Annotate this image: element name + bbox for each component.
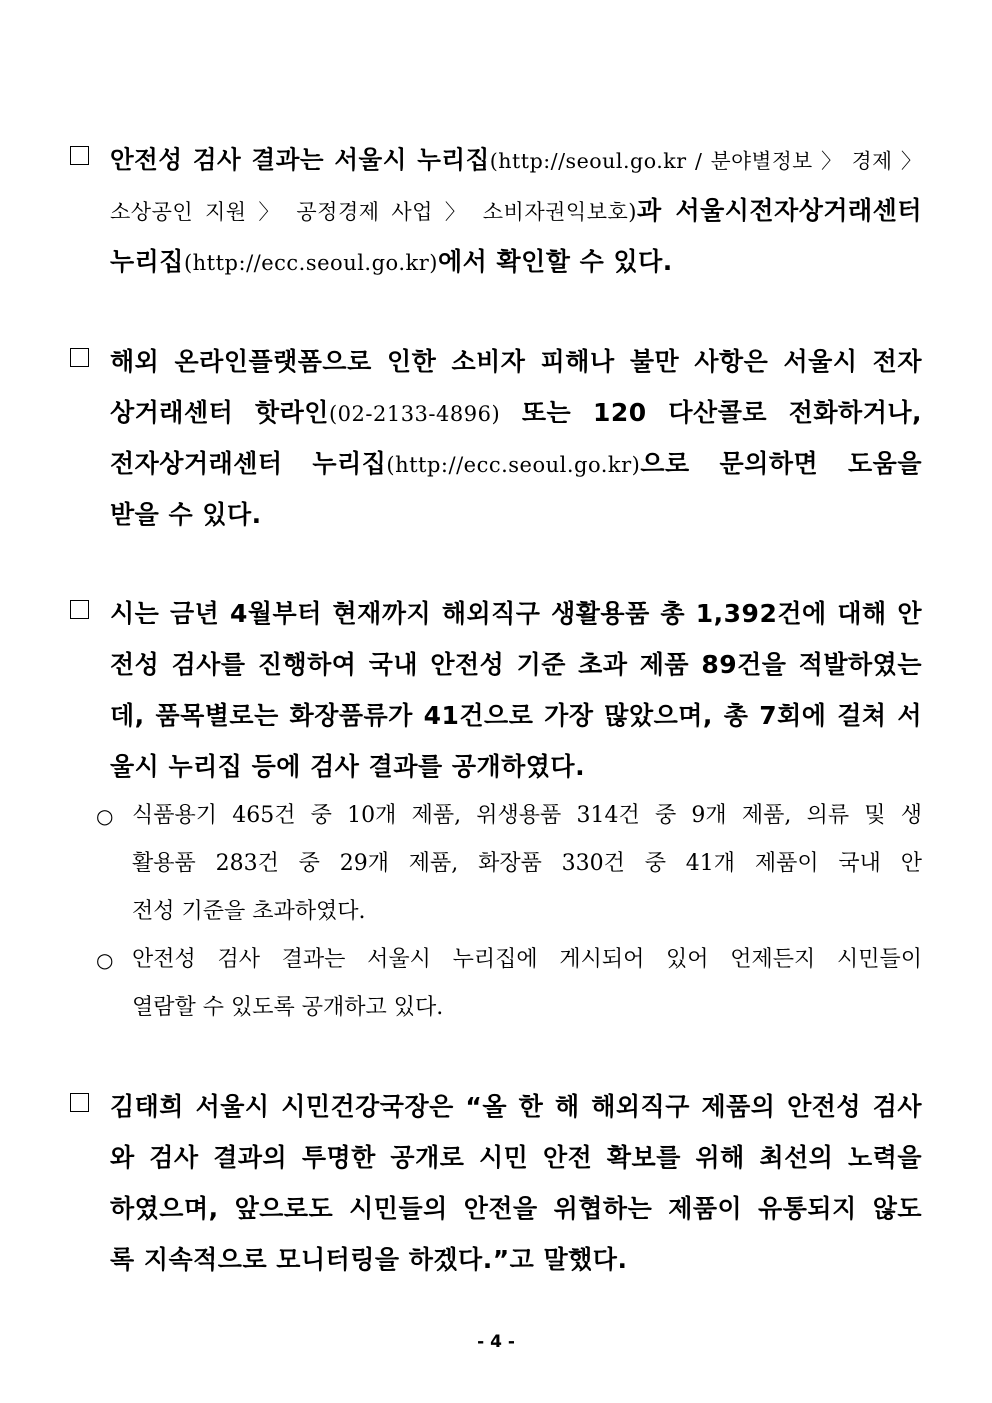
- paragraph-line: 소상공인 지원 〉 공정경제 사업 〉 소비자권익보호)과 서울시전자상거래센터: [110, 196, 922, 225]
- circle-bullet-icon: ○: [96, 804, 114, 828]
- sub-item-line: 전성 기준을 초과하였다.: [132, 899, 366, 924]
- paragraph-line: 울시 누리집 등에 검사 결과를 공개하였다.: [110, 752, 586, 781]
- sub-item-2: [96, 938, 922, 1034]
- paragraph-line: 받을 수 있다.: [110, 500, 262, 529]
- sub-item-line: 열람할 수 있도록 공개하고 있다.: [132, 995, 444, 1020]
- square-bullet-icon: [70, 1093, 89, 1112]
- paragraph-line: 록 지속적으로 모니터링을 하겠다.”고 말했다.: [110, 1245, 628, 1274]
- paragraph-line: 전자상거래센터 누리집(http://ecc.seoul.go.kr)으로 문의하면 도움을: [110, 449, 922, 478]
- square-bullet-icon: [70, 600, 89, 619]
- paragraph-line: 시는 금년 4월부터 현재까지 해외직구 생활용품 총 1,392건에 대해 안: [110, 599, 922, 628]
- sub-item-1: [96, 794, 922, 934]
- paragraph-line: 김태희 서울시 시민건강국장은 “올 한 해 해외직구 제품의 안전성 검사: [110, 1092, 922, 1121]
- sub-item-line: 활용품 283건 중 29개 제품, 화장품 330건 중 41개 제품이 국내 안: [132, 851, 922, 876]
- paragraph-line: 상거래센터 핫라인(02-2133-4896) 또는 120 다산콜로 전화하거나,: [110, 398, 923, 427]
- paragraph-3: [70, 592, 922, 792]
- paragraph-line: 누리집(http://ecc.seoul.go.kr)에서 확인할 수 있다.: [110, 247, 673, 276]
- paragraph-line: 데, 품목별로는 화장품류가 41건으로 가장 많았으며, 총 7회에 걸쳐 서: [110, 701, 922, 730]
- circle-bullet-icon: ○: [96, 948, 114, 972]
- square-bullet-icon: [70, 348, 89, 367]
- paragraph-line: 하였으며, 앞으로도 시민들의 안전을 위협하는 제품이 유통되지 않도: [110, 1194, 922, 1223]
- paragraph-line: 전성 검사를 진행하여 국내 안전성 기준 초과 제품 89건을 적발하였는: [110, 650, 922, 679]
- paragraph-line: 안전성 검사 결과는 서울시 누리집(http://seoul.go.kr / 분야별정보 〉 경제 〉: [110, 145, 922, 174]
- sub-item-line: 안전성 검사 결과는 서울시 누리집에 게시되어 있어 언제든지 시민들이: [132, 947, 922, 972]
- sub-item-line: 식품용기 465건 중 10개 제품, 위생용품 314건 중 9개 제품, 의류 및 생: [132, 803, 922, 828]
- page-number: - 4 -: [477, 1332, 515, 1352]
- square-bullet-icon: [70, 146, 89, 165]
- paragraph-line: 해외 온라인플랫폼으로 인한 소비자 피해나 불만 사항은 서울시 전자: [110, 347, 922, 376]
- paragraph-1: [70, 138, 922, 278]
- paragraph-2: [70, 340, 922, 540]
- paragraph-line: 와 검사 결과의 투명한 공개로 시민 안전 확보를 위해 최선의 노력을: [110, 1143, 922, 1172]
- paragraph-4: [70, 1085, 922, 1285]
